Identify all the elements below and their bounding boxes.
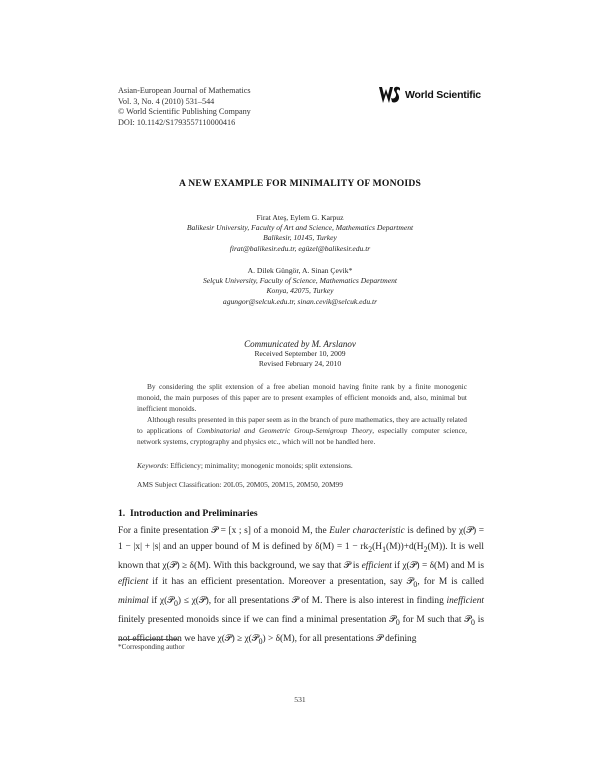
body-term-efficient: efficient: [361, 560, 392, 571]
journal-doi: DOI: 10.1142/S1793557110000416: [118, 117, 236, 127]
body-text-11: , for M is called: [417, 576, 484, 587]
dates-block: [0, 339, 600, 370]
communicated-by: Communicated by M. Arslanov: [244, 339, 356, 349]
body-text-6: (M)). It is well known that χ(𝒫) ≥ δ(M). With this background, we say that 𝒫 is: [118, 542, 485, 571]
city-2: Konya, 42075, Turkey: [266, 286, 334, 296]
body-sub: 0: [258, 636, 263, 646]
body-text-10: if it has an efficient presentation. Moreover a presentation, say 𝒫: [148, 576, 414, 587]
keywords: [137, 461, 467, 470]
body-term-inefficient: inefficient: [446, 595, 484, 606]
body-sub: 0: [173, 598, 178, 608]
author-names-2: A. Dilek Güngör, A. Sinan Çevik*: [247, 266, 353, 275]
body-term-euler: Euler characteristic: [329, 526, 405, 536]
journal-name: Asian-European Journal of Mathematics: [118, 86, 251, 95]
authors-block-2: [0, 266, 600, 307]
body-sub: 2: [423, 544, 428, 554]
body-paragraph: [118, 523, 484, 649]
keywords-text: : Efficiency; minimality; monogenic monoids; split extensions.: [166, 461, 353, 470]
abstract-p2-italic: Combinatorial and Geometric Group-Semigroup Theory: [196, 426, 373, 435]
keywords-label: Keywords: [137, 461, 167, 470]
body-text-4: (H: [372, 542, 383, 552]
section-heading: [118, 508, 258, 519]
body-sub: 0: [413, 579, 418, 589]
author-names-1: Firat Ateş, Eylem G. Karpuz: [256, 213, 344, 222]
journal-copyright: © World Scientific Publishing Company: [118, 107, 251, 116]
body-term-efficient: efficient: [118, 576, 149, 587]
journal-info: [118, 86, 251, 128]
footnote: *Corresponding author: [118, 643, 185, 651]
publisher-logo: [378, 84, 481, 106]
body-text-1: For a finite presentation 𝒫 = [x ; s] of a monoid M, the: [118, 526, 330, 536]
paper-title: A NEW EXAMPLE FOR MINIMALITY OF MONOIDS: [179, 178, 421, 189]
abstract-p2-end: , especially computer science, network systems, cryptography and physics etc., which will not be handled here.: [137, 426, 467, 446]
abstract-p2-start: Although results presented in this paper seem as in the branch of pure mathematics, they are actually related to applications of: [137, 415, 467, 435]
body-text-3: is defined by χ(𝒫) = 1 − |x| + |s| and an upper bound of M is defined by δ(M) = 1 − rk: [118, 526, 484, 552]
body-text-8: if χ(𝒫) = δ(M) and M is: [391, 560, 484, 571]
revised-date: Revised February 24, 2010: [258, 359, 342, 369]
abstract-paragraph-2: [137, 414, 467, 447]
body-sub: 0: [395, 617, 400, 627]
abstract-paragraph-1: By considering the split extension of a free abelian monoid having finite rank by a finite monogenic monoid, the main purposes of this paper are to present examples of efficient monoids and, also, minimal but inefficient monoids.: [137, 382, 467, 413]
section-title: Introduction and Preliminaries: [130, 508, 258, 519]
body-text-19: ) > δ(M), for all presentations 𝒫 defining: [262, 633, 417, 644]
body-text-16: finitely presented monoids since if we can find a minimal presentation 𝒫: [118, 614, 396, 625]
section-number: 1.: [118, 508, 126, 519]
body-text-13: if χ(𝒫: [148, 595, 174, 606]
body-term-minimal: minimal: [118, 595, 149, 606]
body-text-14: ) ≤ χ(𝒫), for all presentations 𝒫 of M. There is also interest in finding: [177, 595, 447, 606]
emails-1: firat@balikesir.edu.tr, egüzel@balikesir.edu.tr: [229, 243, 371, 253]
body-text-5: (M))+d(H: [386, 542, 424, 552]
journal-volume: Vol. 3, No. 4 (2010) 531–544: [118, 96, 215, 106]
ams-classification: AMS Subject Classification: 20L05, 20M05, 20M15, 20M50, 20M99: [137, 480, 343, 489]
emails-2: agungor@selcuk.edu.tr, sinan.cevik@selcuk.edu.tr: [222, 296, 378, 306]
affiliation-2: Selçuk University, Faculty of Science, Mathematics Department: [203, 276, 397, 286]
body-sub: 2: [368, 544, 373, 554]
world-scientific-logo-icon: [378, 84, 402, 106]
city-1: Balikesir, 10145, Turkey: [263, 233, 337, 243]
footnote-rule: [118, 639, 178, 640]
body-text-17: for M such that 𝒫: [399, 614, 472, 625]
logo-text: World Scientific: [405, 89, 481, 101]
authors-block-1: [0, 213, 600, 254]
abstract: [137, 381, 467, 447]
affiliation-1: Balikesir University, Faculty of Art and Science, Mathematics Department: [186, 223, 414, 233]
body-text-18: is not efficient then we have χ(𝒫) ≥ χ(𝒫: [118, 614, 484, 644]
body-sub: 0: [471, 617, 475, 627]
page-number: 531: [294, 695, 306, 704]
body-sub: 1: [382, 544, 386, 554]
received-date: Received September 10, 2009: [254, 349, 346, 359]
